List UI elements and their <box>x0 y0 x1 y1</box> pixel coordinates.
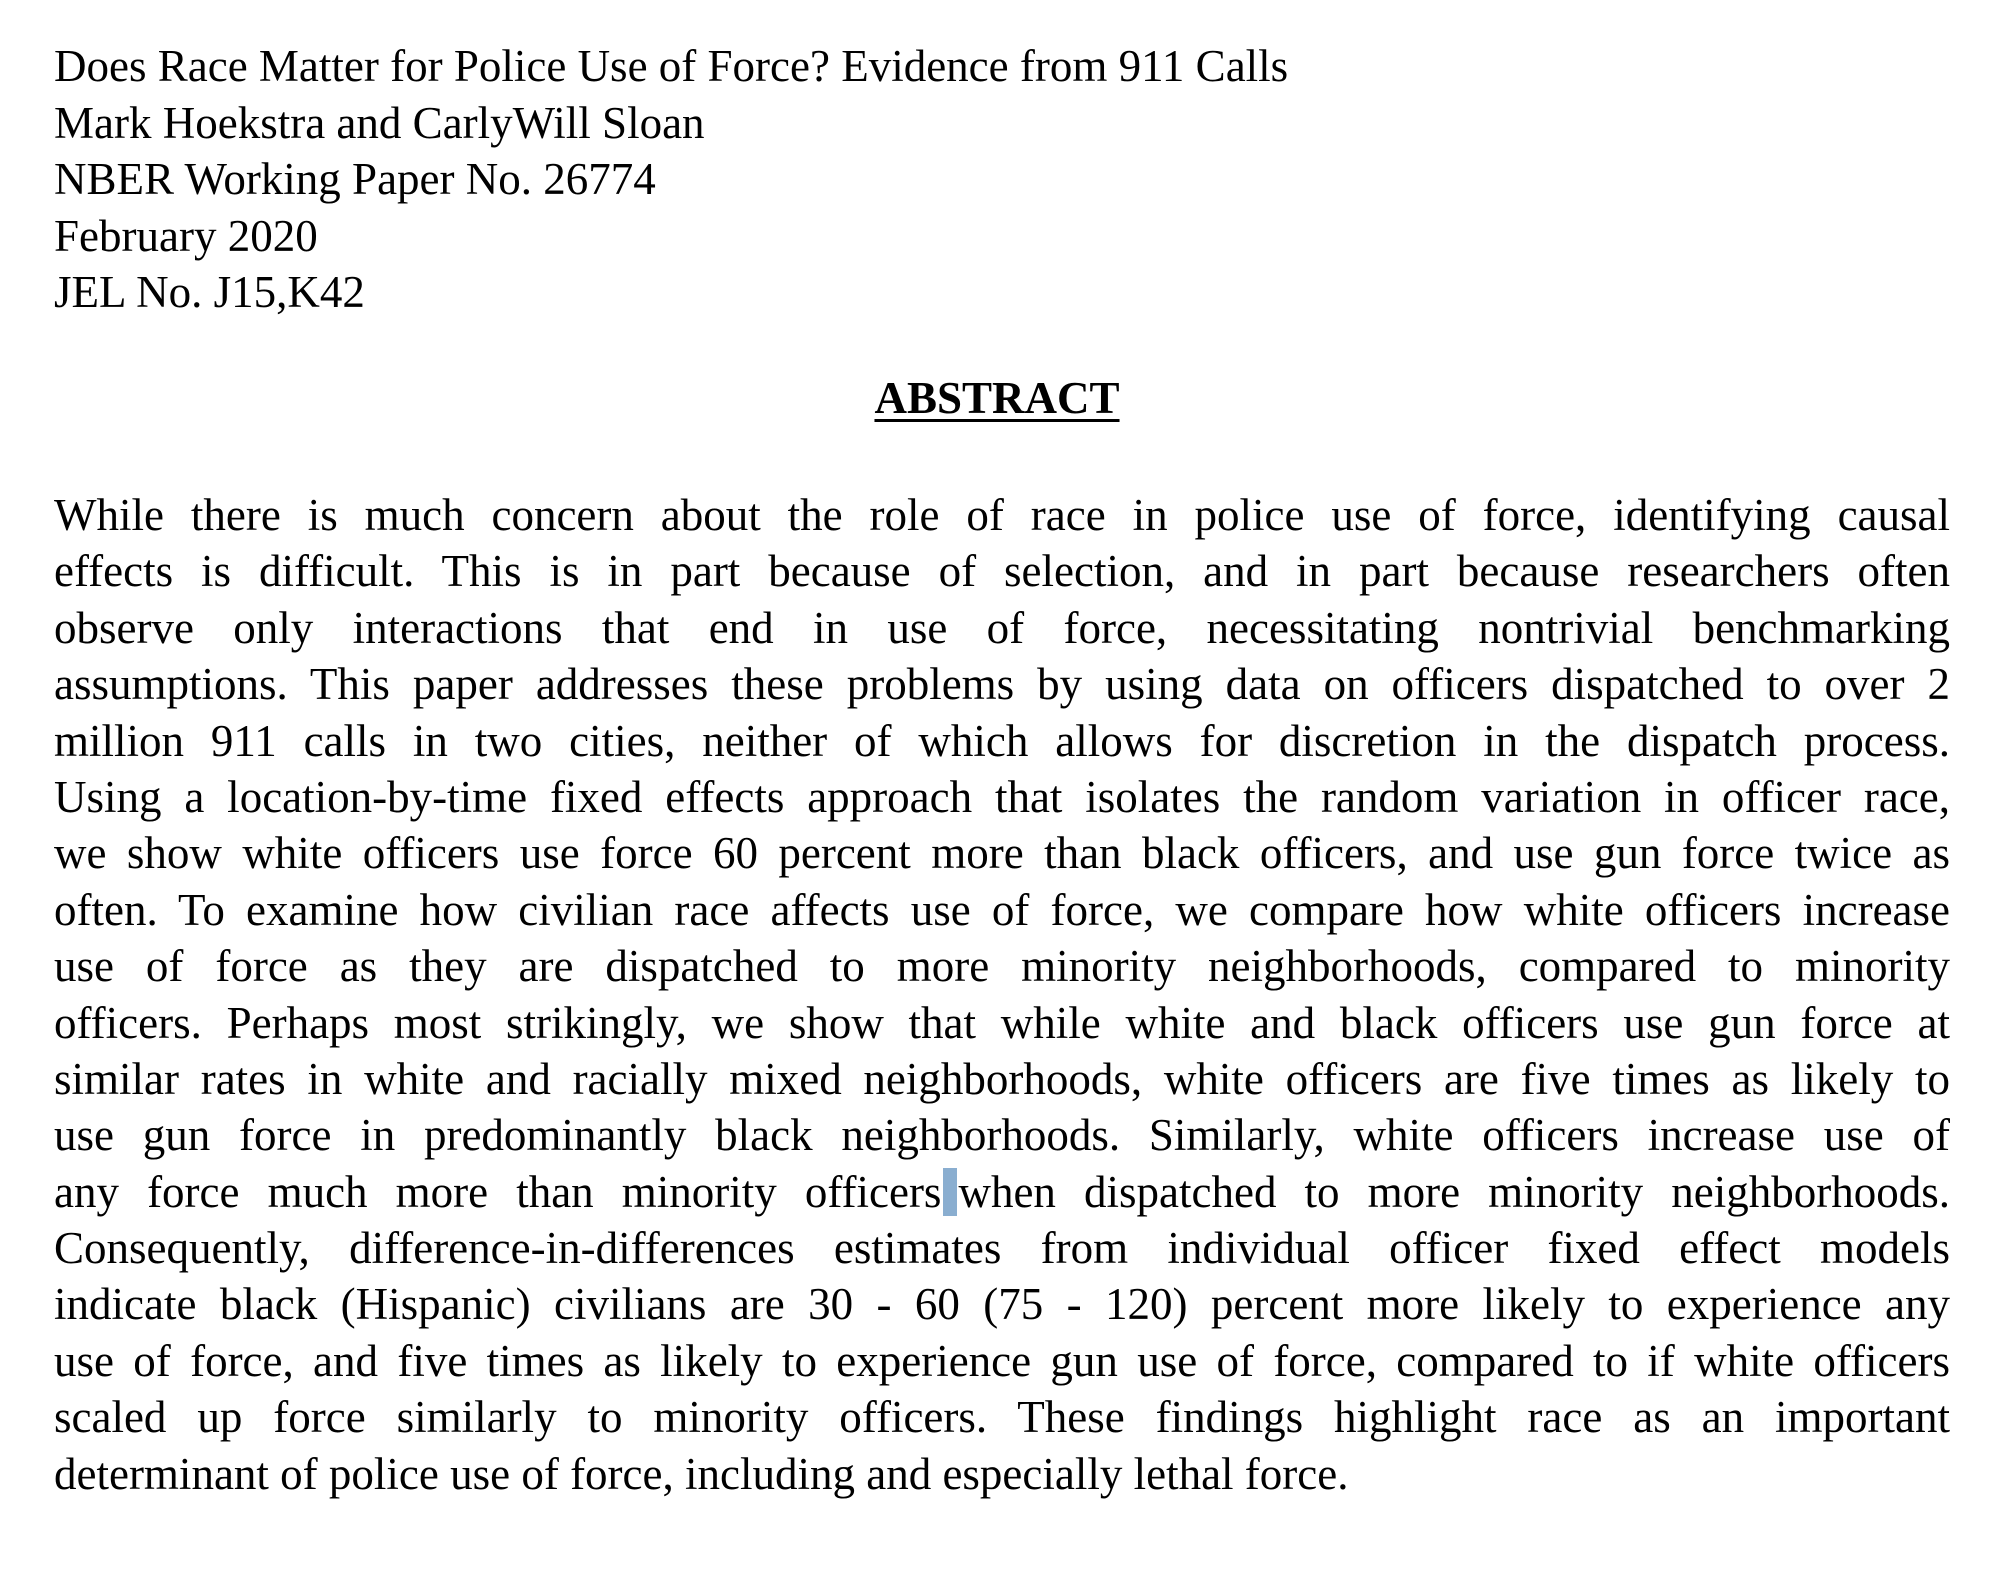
abstract-line: effects is difficult. This is in part because of selection, and in part because researchers often <box>54 546 1950 597</box>
abstract-line: similar rates in white and racially mixed neighborhoods, white officers are five times as likely to <box>54 1053 1950 1104</box>
abstract-line: use gun force in predominantly black neighborhoods. Similarly, white officers increase use of <box>54 1110 1950 1161</box>
paper-authors: Mark Hoekstra and CarlyWill Sloan <box>54 97 705 148</box>
abstract-body[interactable] <box>54 487 1950 1502</box>
abstract-line: determinant of police use of force, including and especially lethal force. <box>54 1448 1349 1499</box>
abstract-line: indicate black (Hispanic) civilians are 30 - 60 (75 - 120) percent more likely to experience any <box>54 1279 1950 1330</box>
abstract-line: assumptions. This paper addresses these problems by using data on officers dispatched to over 2 <box>54 659 1950 710</box>
abstract-line: officers. Perhaps most strikingly, we show that while white and black officers use gun force at <box>54 997 1950 1048</box>
abstract-line: scaled up force similarly to minority officers. These findings highlight race as an important <box>54 1392 1950 1443</box>
paper-series: NBER Working Paper No. 26774 <box>54 154 656 204</box>
text-cursor-caret <box>943 1168 957 1216</box>
abstract-heading: ABSTRACT <box>874 373 1120 423</box>
abstract-line-with-caret <box>54 1164 1950 1220</box>
abstract-line: While there is much concern about the role of race in police use of force, identifying causal <box>54 490 1950 540</box>
abstract-line: observe only interactions that end in use of force, necessitating nontrivial benchmarking <box>54 602 1950 653</box>
abstract-line: Consequently, difference-in-differences estimates from individual officer fixed effect models <box>54 1223 1950 1274</box>
abstract-line: we show white officers use force 60 percent more than black officers, and use gun force twice as <box>54 828 1950 879</box>
abstract-line: often. To examine how civilian race affects use of force, we compare how white officers increase <box>54 884 1950 935</box>
paper-header <box>54 38 1288 321</box>
abstract-line: million 911 calls in two cities, neither of which allows for discretion in the dispatch process. <box>54 715 1950 766</box>
paper-date: February 2020 <box>54 210 318 261</box>
paper-title: Does Race Matter for Police Use of Force? Evidence from 911 Calls <box>54 41 1289 91</box>
abstract-line-segment: any force much more than minority officers <box>54 1166 942 1217</box>
abstract-line-segment: when dispatched to more minority neighborhoods. <box>958 1166 1950 1217</box>
abstract-line: use of force as they are dispatched to more minority neighborhoods, compared to minority <box>54 941 1950 992</box>
abstract-line: Using a location-by-time fixed effects approach that isolates the random variation in officer race, <box>54 771 1950 822</box>
paper-jel-codes: JEL No. J15,K42 <box>54 267 365 317</box>
abstract-line: use of force, and five times as likely to experience gun use of force, compared to if white officers <box>54 1335 1950 1386</box>
